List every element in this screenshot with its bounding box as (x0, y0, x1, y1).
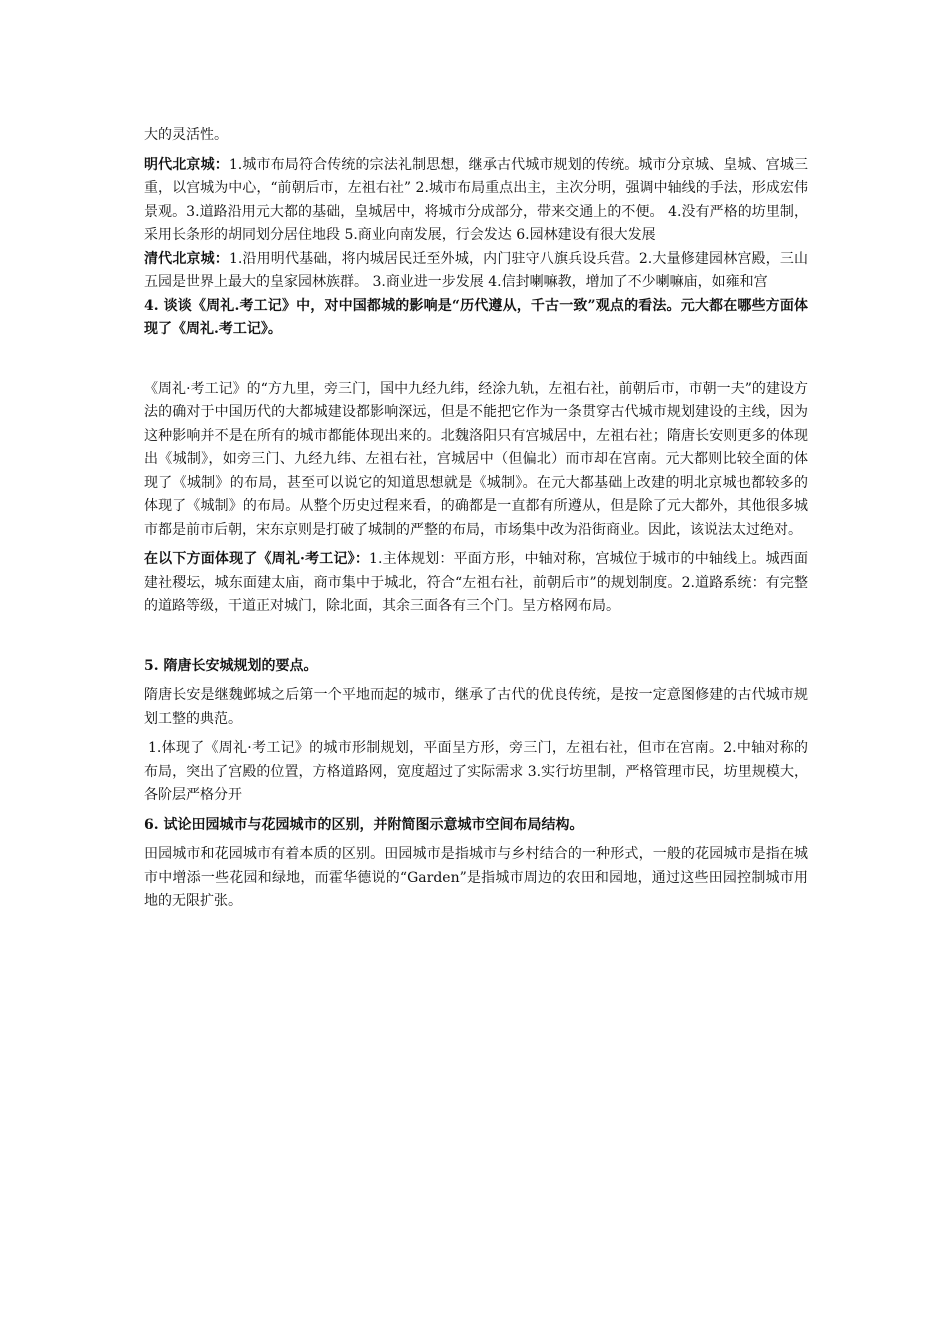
qing-beijing-label: 清代北京城： (144, 250, 229, 267)
question-4-heading: 4. 谈谈《周礼.考工记》中，对中国都城的影响是“历代遵从，千古一致”观点的看法。元大都在哪些方面体现了《周礼.考工记》。 (144, 297, 808, 337)
paragraph-qing-beijing (144, 248, 808, 295)
paragraph-continuation: 大的灵活性。 (144, 127, 228, 143)
document-page (144, 124, 808, 914)
yuan-dadu-label: 在以下方面体现了《周礼·考工记》： (144, 551, 370, 567)
ming-beijing-text: 1.城市布局符合传统的宗法礼制思想，继承古代城市规划的传统。城市分京城、皇城、宫城三重，以宫城为中心，“前朝后市，左祖右社” 2.城市布局重点出主，主次分明，强调中轴线的手法，形成宏伟景观。3.道路沿用元大都的基础，皇城居中，将城市分成部分，带来交通上的不便。 4.没有严格的坊里制，采用长条形的胡同划分居住地段 5.商业向南发展，行会发达 6.园林建设有很大发展 (144, 156, 809, 243)
ming-beijing-label: 明代北京城： (144, 156, 229, 173)
question-5-heading: 5. 隋唐长安城规划的要点。 (144, 657, 318, 674)
paragraph-ming-beijing (144, 154, 808, 248)
paragraph-yuan-dadu (144, 548, 808, 619)
question-5-paragraph-2: 1.体现了《周礼·考工记》的城市形制规划，平面呈方形，旁三门，左祖右社，但市在宫南。2.中轴对称的布局，突出了宫殿的位置，方格道路网，宽度超过了实际需求 3.实行坊里制，严格管理市民，坊里规模大，各阶层严格分开 (144, 740, 808, 803)
question-6-paragraph-1: 田园城市和花园城市有着本质的区别。田园城市是指城市与乡村结合的一种形式，一般的花园城市是指在城市中增添一些花园和绿地，而霍华德说的“Garden”是指城市周边的农田和园地，通过这些田园控制城市用地的无限扩张。 (144, 846, 808, 909)
qing-beijing-text: 1.沿用明代基础，将内城居民迁至外城，内门驻守八旗兵设兵营。2.大量修建园林宫殿，三山五园是世界上最大的皇家园林族群。 3.商业进一步发展 4.信封喇嘛教，增加了不少喇嘛庙，如雍和宫 (144, 250, 808, 290)
question-6-heading: 6. 试论田园城市与花园城市的区别，并附简图示意城市空间布局结构。 (144, 816, 584, 833)
question-4-answer: 《周礼·考工记》的“方九里，旁三门，国中九经九纬，经涂九轨，左祖右社，前朝后市，市朝一夫”的建设方法的确对于中国历代的大都城建设都影响深远，但是不能把它作为一条贯穿古代城市规划建设的主线，因为这种影响并不是在所有的城市都能体现出来的。北魏洛阳只有宫城居中，左祖右社；隋唐长安则更多的体现出《城制》，如旁三门、九经九纬、左祖右社，宫城居中（但偏北）而市却在宫南。元大都则比较全面的体现了《城制》的布局，甚至可以说它的知道思想就是《城制》。在元大都基础上改建的明北京城也都较多的体现了《城制》的布局。从整个历史过程来看，的确都是一直都有所遵从，但是除了元大都外，其他很多城市都是前市后朝，宋东京则是打破了城制的严整的布局，市场集中改为沿街商业。因此，该说法太过绝对。 (144, 380, 808, 538)
question-5-paragraph-1: 隋唐长安是继魏邺城之后第一个平地而起的城市，继承了古代的优良传统，是按一定意图修建的古代城市规划工整的典范。 (144, 687, 808, 727)
yuan-dadu-text: 1.主体规划：平面方形，中轴对称，宫城位于城市的中轴线上。城西面建社稷坛，城东面建太庙，商市集中于城北，符合“左祖右社，前朝后市”的规划制度。2.道路系统：有完整的道路等级，干道正对城门，除北面，其余三面各有三个门。呈方格网布局。 (144, 551, 808, 614)
